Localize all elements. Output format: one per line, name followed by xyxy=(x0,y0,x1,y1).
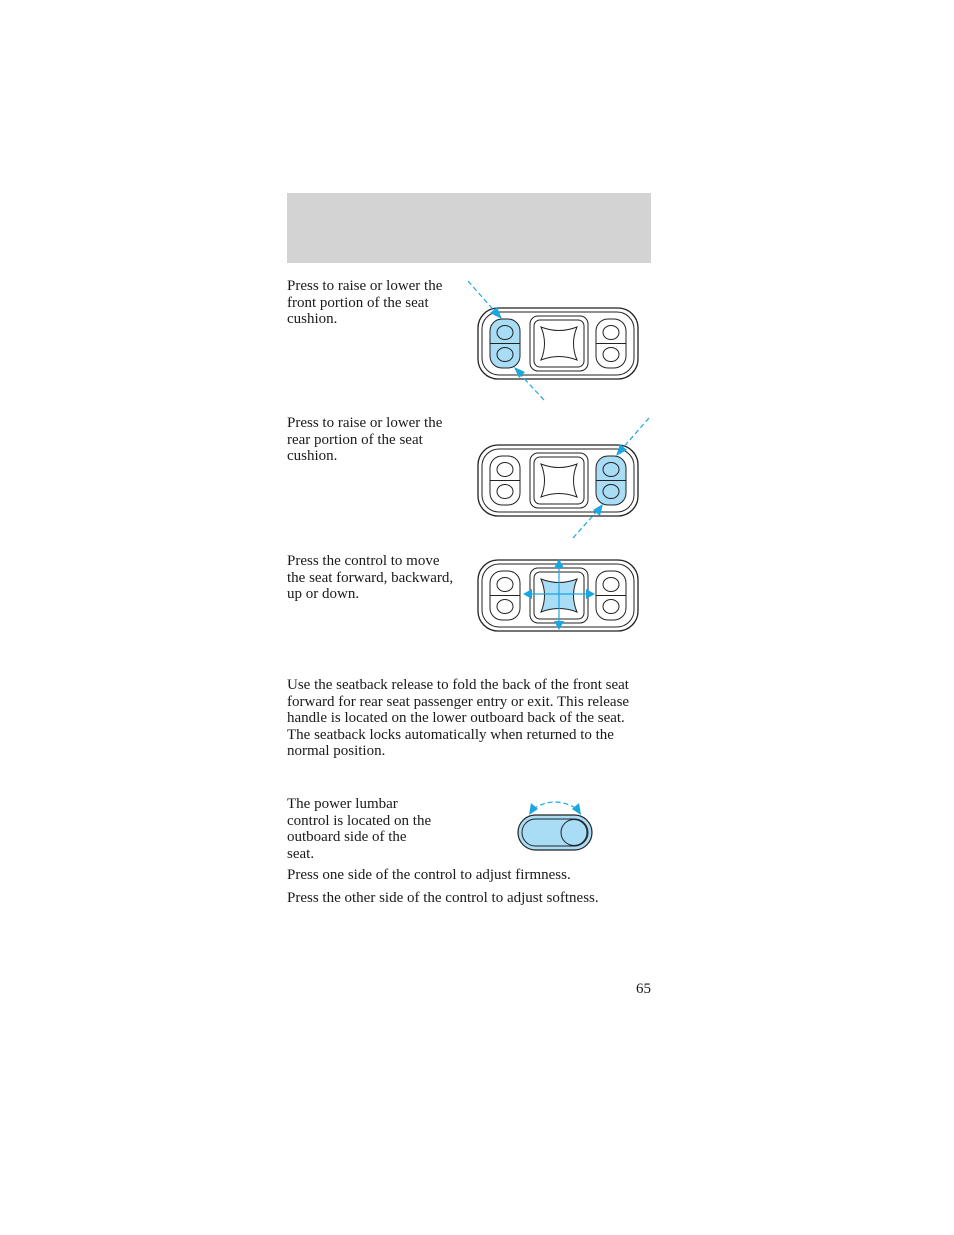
front-cushion-caption: Press to raise or lower the front portion of the seat cushion. xyxy=(287,278,443,327)
rear-cushion-caption: Press to raise or lower the rear portion of the seat cushion. xyxy=(287,415,443,464)
lumbar-caption: The power lumbar control is located on the outboard side of the seat. xyxy=(287,796,432,862)
rear-cushion-switch-icon xyxy=(460,415,660,540)
section-header-band xyxy=(287,193,651,263)
lumbar-firmness-text: Press one side of the control to adjust firmness. xyxy=(287,867,571,883)
page-number: 65 xyxy=(636,981,651,997)
seat-move-caption: Press the control to move the seat forward, backward, up or down. xyxy=(287,553,454,602)
front-cushion-switch-icon xyxy=(460,278,660,403)
seat-move-switch-icon xyxy=(460,530,660,655)
lumbar-switch-icon xyxy=(510,795,600,855)
seatback-release-text: Use the seatback release to fold the back of the front seat forward for rear seat passenger entry or exit. This release handle is located on the lower outboard back of the seat. The seatback locks automatically when returned to the normal position. xyxy=(287,677,630,759)
lumbar-softness-text: Press the other side of the control to adjust softness. xyxy=(287,890,599,906)
